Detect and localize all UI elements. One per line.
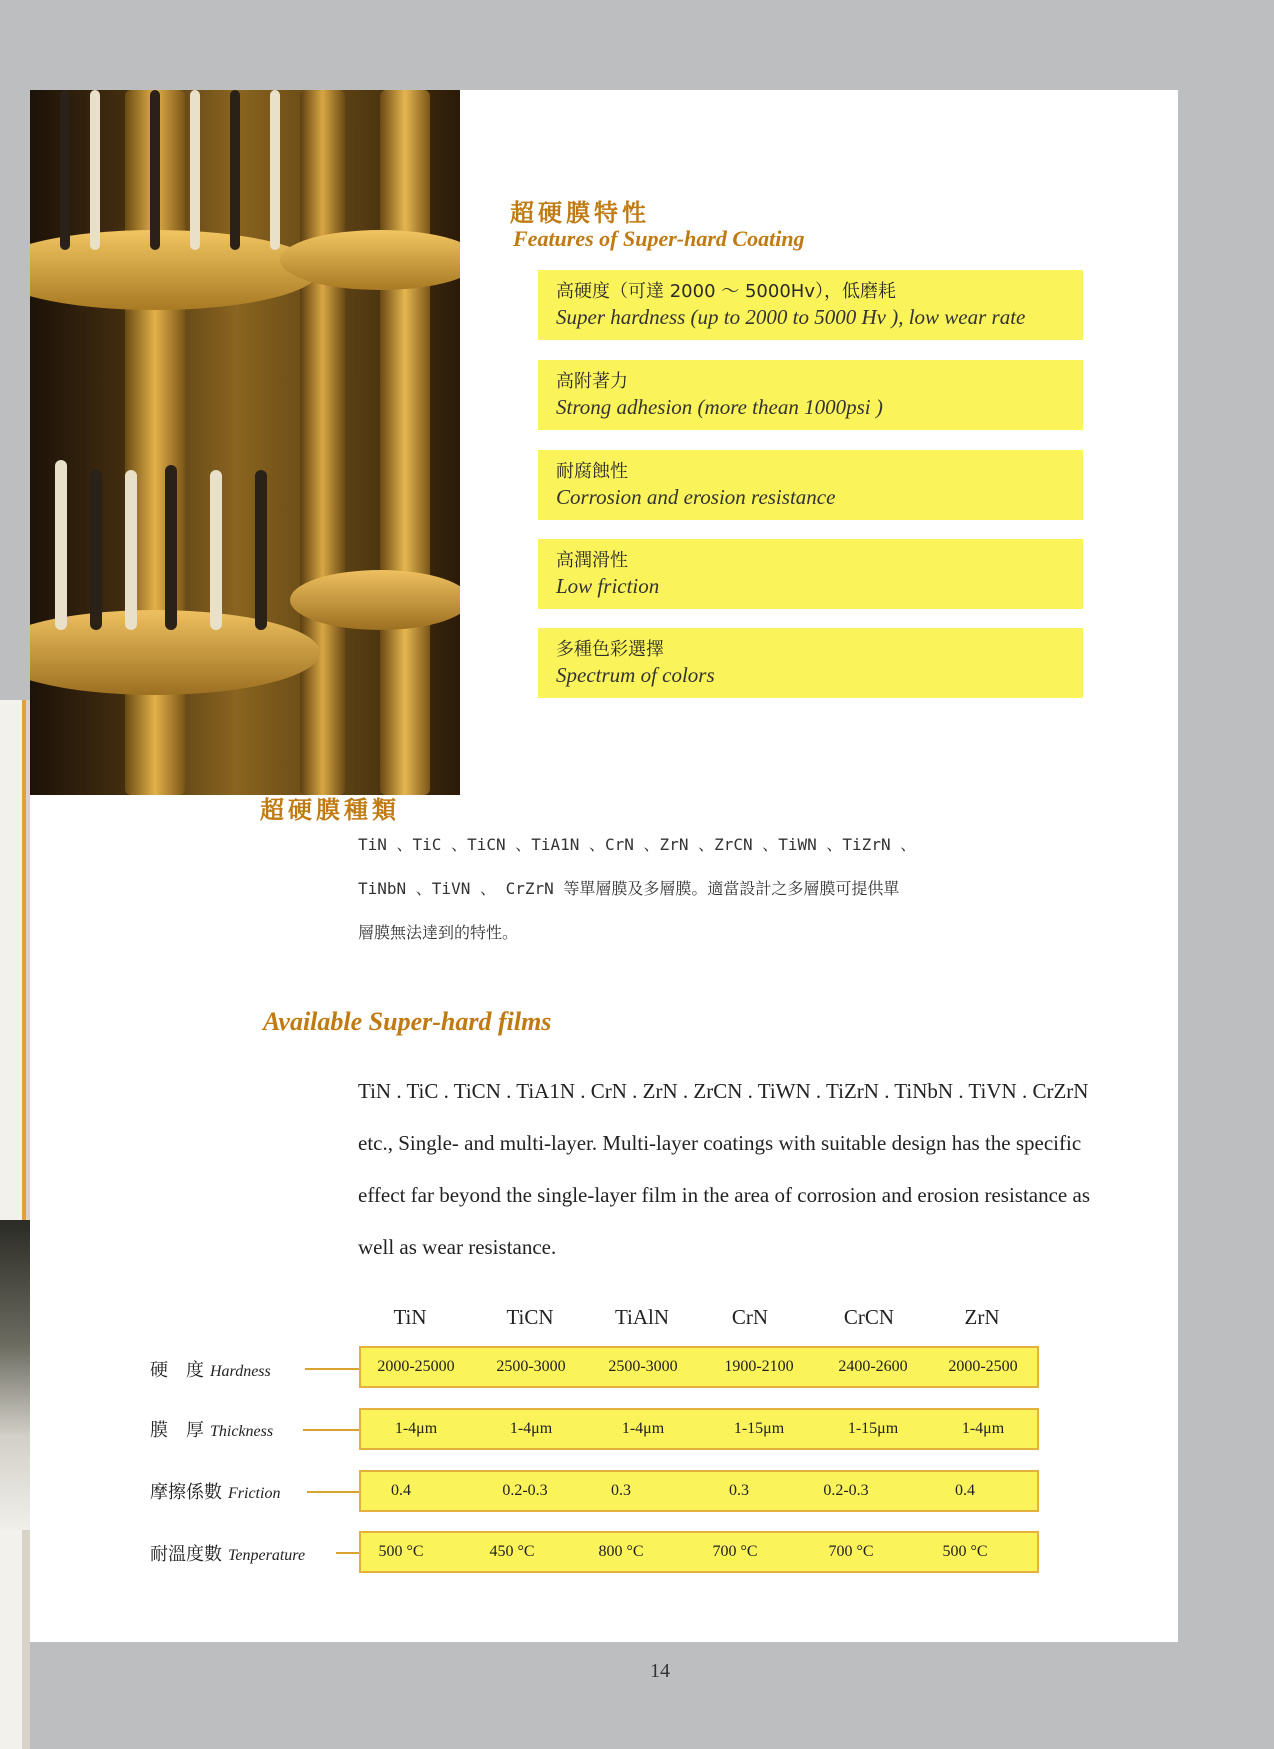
types-body-zh-line-3: 層膜無法達到的特性。 xyxy=(358,923,519,942)
feature-zh: 耐腐蝕性 xyxy=(556,461,628,482)
table-cell: 1-4μm xyxy=(621,1420,665,1437)
row-label-en: Hardness xyxy=(210,1363,271,1380)
feature-zh: 高硬度（可達 2000 ～ 5000Hv），低磨耗 xyxy=(556,281,896,302)
table-cell: 0.3 xyxy=(611,1482,631,1499)
column-header-crcn: CrCN xyxy=(843,1305,895,1329)
column-header-crn: CrN xyxy=(731,1305,769,1329)
table-cell: 2000-25000 xyxy=(377,1358,455,1375)
table-cell: 700 °C xyxy=(828,1543,874,1560)
feature-en: Super hardness (up to 2000 to 5000 Hv ), low wear rate xyxy=(556,305,1026,329)
row-connector-line xyxy=(303,1429,359,1431)
feature-item-friction xyxy=(538,539,1083,609)
table-cell: 800 °C xyxy=(598,1543,644,1560)
feature-en: Corrosion and erosion resistance xyxy=(556,485,836,509)
row-label-zh: 硬 度 xyxy=(150,1360,204,1381)
feature-item-hardness xyxy=(538,270,1083,340)
table-cell: 0.4 xyxy=(955,1482,975,1499)
table-cell: 0.2-0.3 xyxy=(823,1482,869,1499)
table-row-hardness xyxy=(359,1346,1039,1388)
brochure-page xyxy=(30,90,1178,1642)
table-cell: 1-15μm xyxy=(847,1420,899,1437)
table-row-friction xyxy=(359,1470,1039,1512)
row-label-thickness xyxy=(150,1416,273,1442)
column-header-zrn: ZrN xyxy=(964,1305,1000,1329)
types-body-zh-line-2: TiNbN 、TiVN 、 CrZrN 等單層膜及多層膜。適當設計之多層膜可提供單 xyxy=(358,879,900,898)
row-label-temperature xyxy=(150,1540,305,1566)
feature-zh: 多種色彩選擇 xyxy=(556,639,664,660)
table-cell: 0.3 xyxy=(729,1482,749,1499)
column-header-tialn: TiAlN xyxy=(614,1305,670,1329)
row-connector-line xyxy=(305,1368,359,1370)
table-cell: 2400-2600 xyxy=(838,1358,908,1375)
coating-fixture-photo xyxy=(30,90,460,795)
table-cell: 0.4 xyxy=(391,1482,411,1499)
page-number: 14 xyxy=(650,1660,670,1682)
feature-zh: 高潤滑性 xyxy=(556,550,628,571)
feature-item-colors xyxy=(538,628,1083,698)
types-title-zh: 超硬膜種類 xyxy=(260,796,400,824)
table-cell: 700 °C xyxy=(712,1543,758,1560)
table-cell: 2000-2500 xyxy=(948,1358,1018,1375)
table-row-temperature xyxy=(359,1531,1039,1573)
table-cell: 450 °C xyxy=(489,1543,535,1560)
table-cell: 1-4μm xyxy=(394,1420,438,1437)
row-label-zh: 膜 厚 xyxy=(150,1420,204,1441)
table-cell: 2500-3000 xyxy=(608,1358,678,1375)
feature-item-corrosion xyxy=(538,450,1083,520)
table-cell: 1-4μm xyxy=(509,1420,553,1437)
types-title-en: Available Super-hard films xyxy=(263,1007,552,1036)
table-cell: 1900-2100 xyxy=(724,1358,794,1375)
row-label-friction xyxy=(150,1478,280,1504)
row-label-en: Thickness xyxy=(210,1423,274,1440)
feature-item-adhesion xyxy=(538,360,1083,430)
table-cell: 500 °C xyxy=(942,1543,988,1560)
features-title-en: Features of Super-hard Coating xyxy=(513,226,805,251)
types-body-zh-line-1: TiN 、TiC 、TiCN 、TiA1N 、CrN 、ZrN 、ZrCN 、TiWN 、TiZrN 、 xyxy=(358,835,917,854)
row-label-en: Tenperature xyxy=(228,1547,306,1564)
table-row-thickness xyxy=(359,1408,1039,1450)
feature-en: Strong adhesion (more thean 1000psi ) xyxy=(556,395,883,419)
table-cell: 500 °C xyxy=(378,1543,424,1560)
left-page-photo-fragment xyxy=(0,1220,30,1530)
column-header-tin: TiN xyxy=(393,1305,427,1329)
feature-zh: 高附著力 xyxy=(556,371,628,392)
types-body-en: TiN . TiC . TiCN . TiA1N . CrN . ZrN . ZrCN . TiWN . TiZrN . TiNbN . TiVN . CrZrN etc., Single- and multi-layer. Multi-layer coatings with suitable design has the specific effect far beyond the single-layer film in the area of corrosion and erosion resistance as well as wear resistance. xyxy=(358,1079,1090,1259)
table-cell: 2500-3000 xyxy=(496,1358,566,1375)
feature-en: Spectrum of colors xyxy=(556,663,715,687)
table-cell: 0.2-0.3 xyxy=(502,1482,548,1499)
row-label-zh: 摩擦係數 xyxy=(150,1482,222,1503)
left-page-orange-rule xyxy=(22,700,26,1260)
table-cell: 1-4μm xyxy=(961,1420,1005,1437)
feature-en: Low friction xyxy=(556,574,660,598)
features-title-zh: 超硬膜特性 xyxy=(510,199,650,227)
row-label-en: Friction xyxy=(228,1485,281,1502)
row-label-hardness xyxy=(150,1356,271,1382)
column-header-ticn: TiCN xyxy=(506,1305,554,1329)
row-label-zh: 耐溫度數 xyxy=(150,1544,222,1565)
table-cell: 1-15μm xyxy=(733,1420,785,1437)
